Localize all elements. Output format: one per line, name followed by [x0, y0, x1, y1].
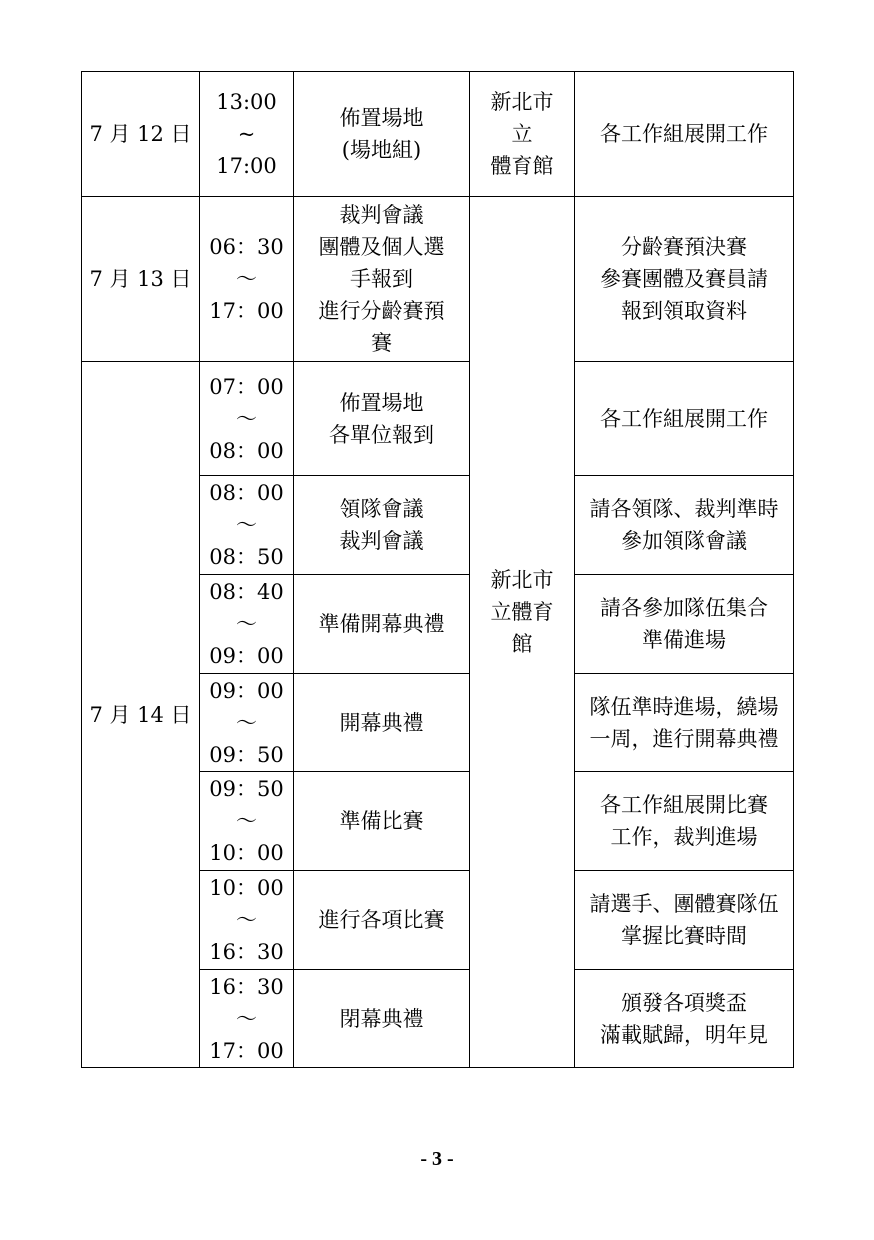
note-cell: 請選手、團體賽隊伍 掌握比賽時間 — [575, 871, 794, 970]
note-cell: 隊伍準時進場，繞場 一周，進行開幕典禮 — [575, 674, 794, 772]
schedule-table — [81, 71, 794, 1068]
item-cell: 準備開幕典禮 — [294, 575, 470, 674]
item-cell: 閉幕典禮 — [294, 970, 470, 1068]
table-row — [82, 362, 794, 476]
table-row — [82, 72, 794, 197]
date-cell: 7 月 13 日 — [82, 197, 200, 362]
note-cell: 頒發各項獎盃 滿載賦歸，明年見 — [575, 970, 794, 1068]
place-cell-merged: 新北市 立體育 館 — [470, 197, 575, 1068]
time-cell: 13:00 ~ 17:00 — [200, 72, 294, 197]
item-cell: 準備比賽 — [294, 772, 470, 871]
time-cell: 06：30 ～ 17：00 — [200, 197, 294, 362]
time-cell: 09：00 ～ 09：50 — [200, 674, 294, 772]
time-cell: 08：00 ～ 08：50 — [200, 476, 294, 575]
note-cell: 各工作組展開工作 — [575, 362, 794, 476]
table-row — [82, 197, 794, 362]
time-cell: 09：50 ～ 10：00 — [200, 772, 294, 871]
date-cell: 7 月 12 日 — [82, 72, 200, 197]
item-cell: 開幕典禮 — [294, 674, 470, 772]
note-cell: 請各領隊、裁判準時 參加領隊會議 — [575, 476, 794, 575]
item-cell: 佈置場地 (場地組) — [294, 72, 470, 197]
item-cell: 裁判會議 團體及個人選 手報到 進行分齡賽預 賽 — [294, 197, 470, 362]
page-number: - 3 - — [420, 1148, 454, 1170]
time-cell: 07：00 ～ 08：00 — [200, 362, 294, 476]
note-cell: 分齡賽預決賽 參賽團體及賽員請 報到領取資料 — [575, 197, 794, 362]
time-cell: 08：40 ～ 09：00 — [200, 575, 294, 674]
time-cell: 16：30 ～ 17：00 — [200, 970, 294, 1068]
note-cell: 各工作組展開工作 — [575, 72, 794, 197]
date-cell: 7 月 14 日 — [82, 362, 200, 1068]
item-cell: 佈置場地 各單位報到 — [294, 362, 470, 476]
time-cell: 10：00 ～ 16：30 — [200, 871, 294, 970]
note-cell: 請各參加隊伍集合 準備進場 — [575, 575, 794, 674]
note-cell: 各工作組展開比賽 工作，裁判進場 — [575, 772, 794, 871]
place-cell: 新北市 立 體育館 — [470, 72, 575, 197]
item-cell: 領隊會議 裁判會議 — [294, 476, 470, 575]
item-cell: 進行各項比賽 — [294, 871, 470, 970]
